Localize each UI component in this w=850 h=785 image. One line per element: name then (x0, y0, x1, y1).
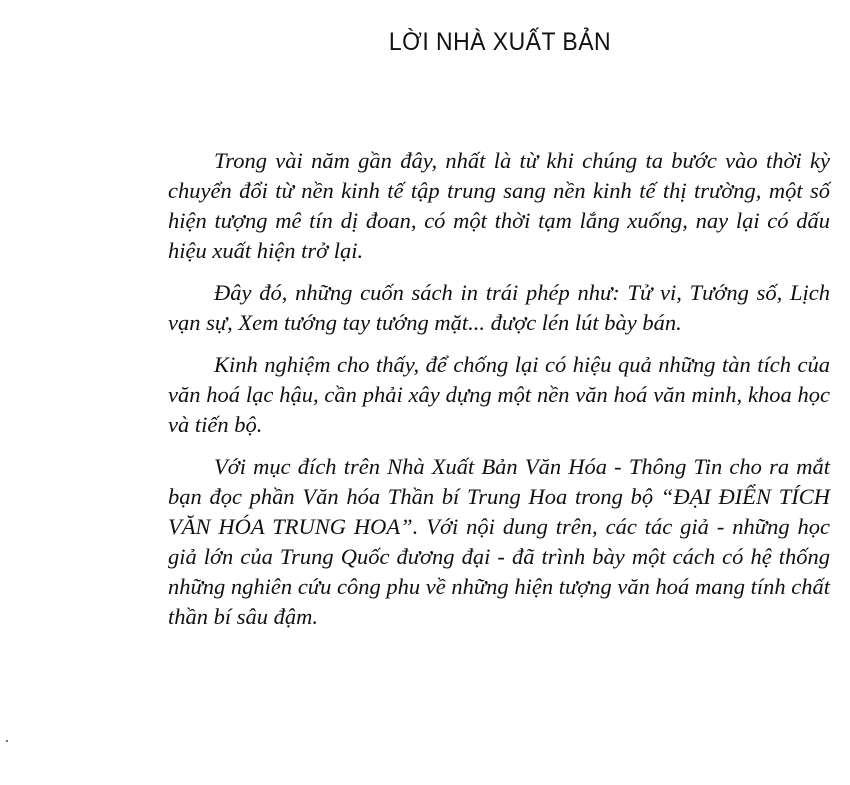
body-text (168, 146, 830, 644)
scan-speck (6, 740, 8, 742)
page-title: LỜI NHÀ XUẤT BẢN (388, 28, 612, 56)
paragraph-1: Trong vài năm gần đây, nhất là từ khi chúng ta bước vào thời kỳ chuyển đổi từ nền kinh tế tập trung sang nền kinh tế thị trường, một số hiện tượng mê tín dị đoan, có một thời tạm lắng xuống, nay lại có dấu hiệu xuất hiện trở lại. (168, 148, 830, 263)
paragraph-4: Với mục đích trên Nhà Xuất Bản Văn Hóa - Thông Tin cho ra mắt bạn đọc phần Văn hóa Thần bí Trung Hoa trong bộ “ĐẠI ĐIỂN TÍCH VĂN HÓA TRUNG HOA”. Với nội dung trên, các tác giả - những học giả lớn của Trung Quốc đương đại - đã trình bày một cách có hệ thống những nghiên cứu công phu về những hiện tượng văn hoá mang tính chất thần bí sâu đậm. (168, 454, 830, 629)
paragraph-3: Kinh nghiệm cho thấy, để chống lại có hiệu quả những tàn tích của văn hoá lạc hậu, cần phải xây dựng một nền văn hoá văn minh, khoa học và tiến bộ. (168, 352, 830, 437)
paragraph-2: Đây đó, những cuốn sách in trái phép như: Tử vi, Tướng số, Lịch vạn sự, Xem tướng tay tướng mặt... được lén lút bày bán. (168, 280, 830, 335)
